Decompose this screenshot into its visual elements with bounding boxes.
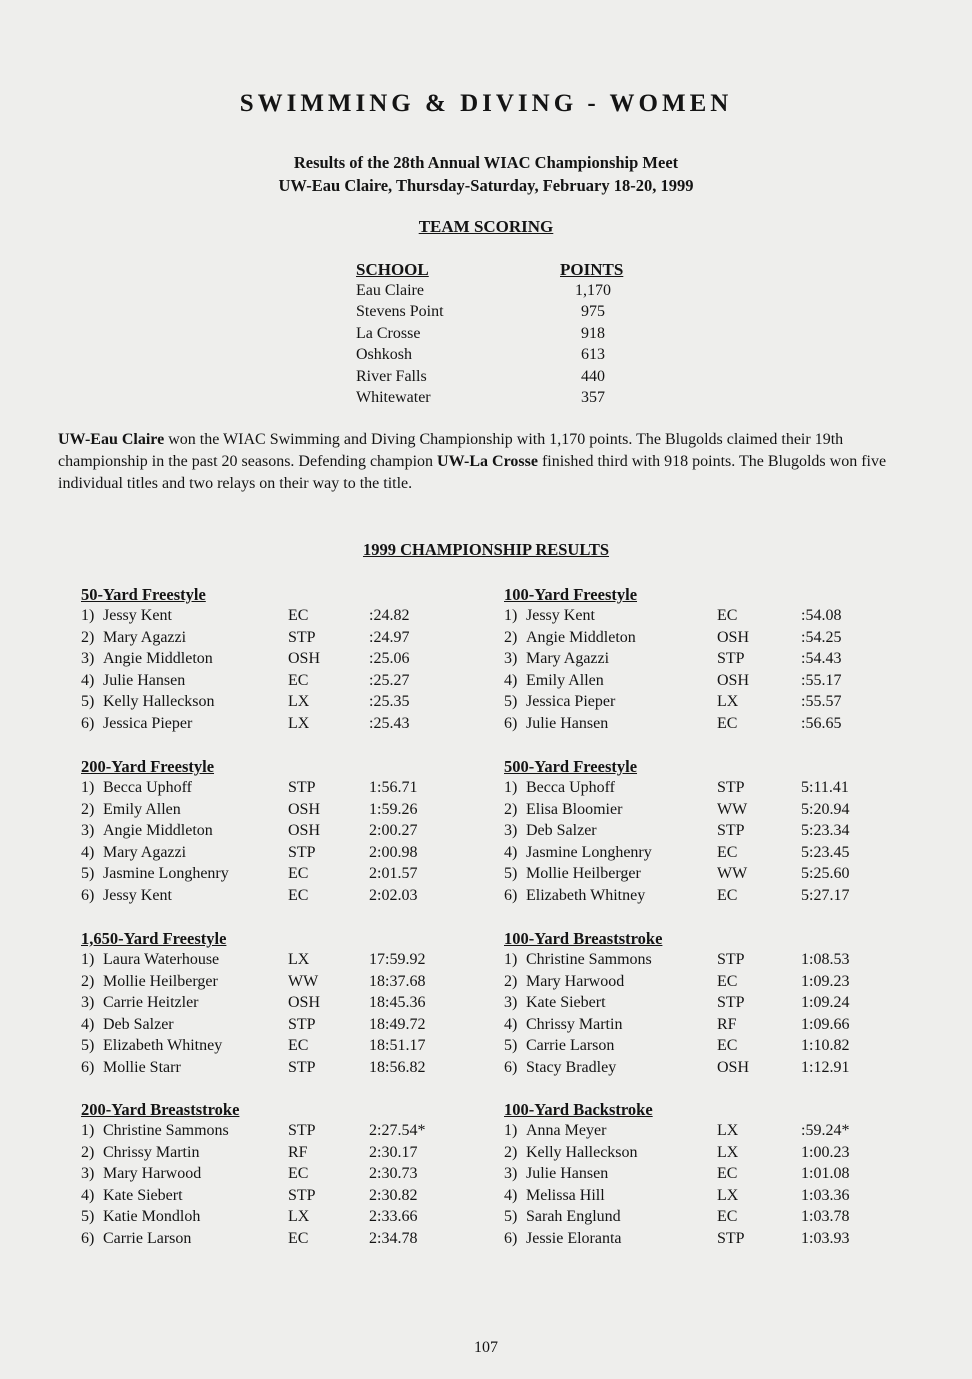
result-place: 2): [81, 1143, 95, 1161]
result-name: Jessy Kent: [103, 886, 172, 904]
result-name: Jessie Eloranta: [526, 1229, 622, 1247]
result-name: Julie Hansen: [526, 714, 609, 732]
result-row: [504, 627, 924, 649]
result-row: [81, 1142, 501, 1164]
result-row: [504, 820, 924, 842]
result-row: [504, 863, 924, 885]
event-block: [81, 757, 501, 907]
result-place: 1): [81, 1122, 95, 1139]
result-name: Carrie Larson: [526, 1037, 615, 1055]
result-place: 1): [504, 951, 518, 968]
result-name: Julie Hansen: [526, 1165, 609, 1183]
result-time: :56.65: [801, 714, 842, 732]
result-name: Kelly Halleckson: [103, 693, 215, 711]
summary-bold-2: UW-La Crosse: [437, 453, 538, 470]
result-name: Emily Allen: [526, 671, 604, 689]
result-name: Christine Sammons: [103, 1122, 229, 1139]
result-place: 4): [504, 671, 518, 689]
result-time: :25.43: [369, 714, 410, 732]
result-name: Mary Agazzi: [526, 650, 610, 668]
result-time: 5:11.41: [801, 779, 849, 796]
event-title: 500-Yard Freestyle: [504, 757, 638, 776]
team-school: Stevens Point: [356, 303, 444, 321]
result-row: [504, 1057, 924, 1079]
result-row: [504, 691, 924, 713]
result-school: EC: [717, 1165, 738, 1183]
result-row: [81, 842, 501, 864]
summary-bold-1: UW-Eau Claire: [58, 431, 165, 448]
result-school: WW: [717, 800, 748, 818]
result-time: 1:56.71: [369, 779, 418, 796]
result-place: 2): [504, 628, 518, 646]
result-row: [81, 971, 501, 993]
event-block: [504, 929, 924, 1079]
result-school: STP: [288, 1058, 316, 1076]
result-time: 1:10.82: [801, 1037, 850, 1055]
result-place: 3): [504, 1165, 518, 1183]
result-place: 5): [504, 865, 518, 883]
team-school: Eau Claire: [356, 282, 424, 299]
result-school: EC: [288, 886, 309, 904]
team-points: 975: [581, 303, 605, 321]
result-school: STP: [288, 779, 316, 796]
result-school: LX: [288, 714, 310, 732]
result-time: 18:51.17: [369, 1037, 426, 1055]
event-block: [504, 1100, 924, 1250]
result-name: Deb Salzer: [526, 822, 597, 840]
result-name: Elisa Bloomier: [526, 800, 623, 818]
result-place: 5): [504, 693, 518, 711]
result-name: Angie Middleton: [526, 628, 636, 646]
result-school: WW: [288, 972, 319, 990]
event-title: 100-Yard Breaststroke: [504, 929, 663, 948]
result-row: [504, 1228, 924, 1250]
result-name: Katie Mondloh: [103, 1208, 201, 1226]
result-school: EC: [717, 714, 738, 732]
result-school: RF: [717, 1015, 737, 1033]
result-time: 1:01.08: [801, 1165, 850, 1183]
page-title: SWIMMING & DIVING - WOMEN: [239, 90, 733, 117]
result-place: 4): [504, 1186, 518, 1204]
result-school: EC: [717, 1208, 738, 1226]
event-block: [81, 585, 501, 735]
result-time: 1:00.23: [801, 1143, 850, 1161]
team-points: 440: [581, 367, 605, 385]
result-time: 5:23.45: [801, 843, 850, 861]
result-school: LX: [717, 1122, 739, 1139]
result-name: Jasmine Longhenry: [103, 865, 229, 883]
result-time: :54.08: [801, 607, 842, 624]
result-school: OSH: [717, 628, 750, 646]
result-row: [81, 1014, 501, 1036]
result-time: 2:33.66: [369, 1208, 418, 1226]
result-name: Jessica Pieper: [526, 693, 616, 711]
result-name: Kate Siebert: [103, 1186, 183, 1204]
team-points: 918: [581, 324, 605, 342]
result-place: 1): [81, 779, 95, 796]
event-title: 100-Yard Backstroke: [504, 1100, 653, 1119]
result-school: EC: [288, 865, 309, 883]
team-points: 613: [581, 346, 605, 364]
result-place: 2): [81, 972, 95, 990]
result-time: 1:08.53: [801, 951, 850, 968]
result-place: 5): [81, 1208, 95, 1226]
result-name: Mollie Heilberger: [526, 865, 641, 883]
result-time: 1:09.24: [801, 994, 850, 1012]
result-name: Jessy Kent: [103, 607, 172, 624]
summary-text-1: won the WIAC Swimming and Diving Championship with 1,170 points. The Blugolds claimed their 19th championship in the past 20 seasons. Defending champion: [58, 431, 844, 470]
result-time: :54.43: [801, 650, 842, 668]
result-time: :55.17: [801, 671, 842, 689]
result-time: :54.25: [801, 628, 842, 646]
result-place: 5): [504, 1208, 518, 1226]
result-school: EC: [288, 607, 309, 624]
result-row: [81, 605, 501, 627]
team-scoring-heading: TEAM SCORING: [418, 217, 554, 236]
result-school: EC: [288, 671, 309, 689]
result-time: 2:01.57: [369, 865, 418, 883]
result-place: 4): [81, 671, 95, 689]
result-place: 6): [504, 1058, 518, 1076]
result-school: STP: [717, 822, 745, 840]
result-name: Jessica Pieper: [103, 714, 193, 732]
team-points: 1,170: [575, 282, 611, 299]
result-time: 1:03.36: [801, 1186, 850, 1204]
result-school: STP: [717, 1229, 745, 1247]
result-row: [504, 605, 924, 627]
result-name: Laura Waterhouse: [103, 951, 220, 968]
result-row: [504, 777, 924, 799]
result-place: 1): [81, 607, 95, 624]
result-school: EC: [717, 886, 738, 904]
points-column-header: POINTS: [560, 260, 624, 279]
event-title: 200-Yard Freestyle: [81, 757, 215, 776]
result-school: STP: [288, 843, 316, 861]
school-column-header: SCHOOL: [356, 260, 429, 279]
result-time: 1:12.91: [801, 1058, 850, 1076]
result-row: [504, 713, 924, 735]
result-school: STP: [717, 994, 745, 1012]
result-time: 2:27.54*: [369, 1122, 426, 1139]
result-name: Angie Middleton: [103, 822, 213, 840]
result-school: OSH: [717, 671, 750, 689]
team-school: La Crosse: [356, 324, 421, 342]
result-time: 18:49.72: [369, 1015, 426, 1033]
result-name: Mary Harwood: [526, 972, 625, 990]
result-name: Elizabeth Whitney: [103, 1037, 223, 1055]
results-heading: 1999 CHAMPIONSHIP RESULTS: [362, 540, 610, 559]
result-school: LX: [288, 1208, 310, 1226]
result-row: [81, 648, 501, 670]
result-school: EC: [717, 1037, 738, 1055]
result-school: EC: [288, 1165, 309, 1183]
result-row: [504, 1163, 924, 1185]
result-row: [504, 885, 924, 907]
result-place: 1): [81, 951, 95, 968]
result-time: :24.97: [369, 628, 410, 646]
event-block: [81, 1100, 501, 1250]
result-name: Jessy Kent: [526, 607, 595, 624]
result-time: 2:34.78: [369, 1229, 418, 1247]
result-row: [81, 863, 501, 885]
result-place: 2): [504, 1143, 518, 1161]
result-place: 4): [81, 843, 95, 861]
event-block: [504, 757, 924, 907]
result-name: Christine Sammons: [526, 951, 652, 968]
result-school: STP: [717, 650, 745, 668]
result-row: [504, 1185, 924, 1207]
result-time: 5:23.34: [801, 822, 850, 840]
result-row: [504, 949, 924, 971]
result-name: Mollie Starr: [103, 1058, 181, 1076]
result-place: 6): [504, 1229, 518, 1247]
result-name: Stacy Bradley: [526, 1058, 617, 1076]
result-name: Becca Uphoff: [103, 779, 192, 796]
result-name: Mary Agazzi: [103, 628, 187, 646]
team-points: 357: [581, 389, 605, 406]
event-title: 100-Yard Freestyle: [504, 585, 638, 604]
result-row: [81, 1163, 501, 1185]
event-title: 200-Yard Breaststroke: [81, 1100, 240, 1119]
result-name: Sarah Englund: [526, 1208, 621, 1226]
result-school: LX: [717, 1143, 739, 1161]
result-name: Melissa Hill: [526, 1186, 605, 1204]
result-row: [504, 799, 924, 821]
result-place: 4): [504, 843, 518, 861]
result-name: Elizabeth Whitney: [526, 886, 646, 904]
result-row: [81, 1120, 501, 1142]
result-row: [81, 1035, 501, 1057]
summary-text-2: finished third with 918 points. The Blugolds won five individual titles and two relays on their way to the title.: [58, 453, 887, 492]
result-time: 1:03.93: [801, 1229, 850, 1247]
result-school: STP: [288, 1015, 316, 1033]
result-school: OSH: [288, 650, 321, 668]
result-place: 6): [81, 886, 95, 904]
result-row: [81, 713, 501, 735]
result-name: Anna Meyer: [526, 1122, 607, 1139]
result-time: :59.24*: [801, 1122, 850, 1139]
result-time: 2:30.82: [369, 1186, 418, 1204]
result-place: 3): [81, 650, 95, 668]
result-place: 5): [81, 865, 95, 883]
result-name: Mary Harwood: [103, 1165, 202, 1183]
result-time: 2:30.73: [369, 1165, 418, 1183]
result-school: STP: [288, 1186, 316, 1204]
result-name: Emily Allen: [103, 800, 181, 818]
result-school: OSH: [288, 994, 321, 1012]
result-name: Kelly Halleckson: [526, 1143, 638, 1161]
result-place: 5): [81, 693, 95, 711]
result-time: 1:59.26: [369, 800, 418, 818]
result-time: :24.82: [369, 607, 410, 624]
result-name: Becca Uphoff: [526, 779, 615, 796]
team-school: River Falls: [356, 367, 427, 385]
result-school: LX: [288, 693, 310, 711]
result-name: Mollie Heilberger: [103, 972, 218, 990]
result-place: 5): [81, 1037, 95, 1055]
result-time: 5:27.17: [801, 886, 850, 904]
result-place: 4): [81, 1015, 95, 1033]
result-school: EC: [717, 843, 738, 861]
team-school: Whitewater: [356, 389, 431, 406]
result-row: [81, 1057, 501, 1079]
result-row: [504, 670, 924, 692]
result-time: :55.57: [801, 693, 842, 711]
result-school: STP: [717, 951, 745, 968]
result-row: [504, 1014, 924, 1036]
result-row: [504, 1142, 924, 1164]
result-row: [504, 1206, 924, 1228]
result-name: Chrissy Martin: [526, 1015, 623, 1033]
result-name: Carrie Heitzler: [103, 994, 199, 1012]
result-time: 5:25.60: [801, 865, 850, 883]
result-time: 1:09.66: [801, 1015, 850, 1033]
result-place: 1): [504, 1122, 518, 1139]
result-name: Deb Salzer: [103, 1015, 174, 1033]
result-row: [81, 777, 501, 799]
result-place: 1): [504, 779, 518, 796]
result-row: [81, 820, 501, 842]
result-place: 2): [504, 972, 518, 990]
result-place: 5): [504, 1037, 518, 1055]
result-time: 17:59.92: [369, 951, 426, 968]
result-name: Jasmine Longhenry: [526, 843, 652, 861]
result-place: 2): [81, 800, 95, 818]
result-time: :25.06: [369, 650, 410, 668]
result-row: [81, 1228, 501, 1250]
result-school: EC: [288, 1229, 309, 1247]
result-time: 18:37.68: [369, 972, 426, 990]
result-row: [81, 949, 501, 971]
result-place: 3): [504, 650, 518, 668]
result-name: Angie Middleton: [103, 650, 213, 668]
result-name: Julie Hansen: [103, 671, 186, 689]
result-row: [81, 670, 501, 692]
result-row: [81, 1185, 501, 1207]
result-school: STP: [288, 628, 316, 646]
result-time: 2:02.03: [369, 886, 418, 904]
result-school: OSH: [288, 822, 321, 840]
result-place: 3): [81, 994, 95, 1012]
event-block: [81, 929, 501, 1079]
result-time: 1:03.78: [801, 1208, 850, 1226]
result-school: STP: [717, 779, 745, 796]
result-time: 2:30.17: [369, 1143, 418, 1161]
result-time: 18:56.82: [369, 1058, 426, 1076]
result-school: EC: [717, 972, 738, 990]
result-row: [504, 648, 924, 670]
result-place: 3): [81, 1165, 95, 1183]
result-place: 4): [504, 1015, 518, 1033]
result-school: OSH: [717, 1058, 750, 1076]
result-row: [81, 691, 501, 713]
result-school: STP: [288, 1122, 316, 1139]
result-place: 4): [81, 1186, 95, 1204]
result-name: Chrissy Martin: [103, 1143, 200, 1161]
result-row: [81, 799, 501, 821]
result-school: EC: [288, 1037, 309, 1055]
event-title: 1,650-Yard Freestyle: [81, 929, 227, 948]
result-row: [504, 1120, 924, 1142]
result-place: 1): [504, 607, 518, 624]
result-row: [504, 992, 924, 1014]
result-time: 2:00.27: [369, 822, 418, 840]
result-name: Mary Agazzi: [103, 843, 187, 861]
result-time: :25.27: [369, 671, 410, 689]
result-time: 5:20.94: [801, 800, 850, 818]
result-school: WW: [717, 865, 748, 883]
result-time: :25.35: [369, 693, 410, 711]
result-name: Carrie Larson: [103, 1229, 192, 1247]
result-time: 1:09.23: [801, 972, 850, 990]
result-place: 3): [504, 822, 518, 840]
result-place: 2): [81, 628, 95, 646]
page-number: 107: [474, 1339, 498, 1356]
result-name: Kate Siebert: [526, 994, 606, 1012]
result-place: 6): [81, 1058, 95, 1076]
result-school: OSH: [288, 800, 321, 818]
result-school: EC: [717, 607, 738, 624]
summary-paragraph: [58, 429, 918, 495]
result-row: [504, 842, 924, 864]
result-row: [81, 1206, 501, 1228]
result-school: RF: [288, 1143, 308, 1161]
result-place: 6): [504, 714, 518, 732]
event-title: 50-Yard Freestyle: [81, 585, 206, 604]
result-row: [504, 1035, 924, 1057]
event-block: [504, 585, 924, 735]
result-place: 3): [81, 822, 95, 840]
result-row: [81, 627, 501, 649]
team-school: Oshkosh: [356, 346, 413, 364]
result-time: 18:45.36: [369, 994, 426, 1012]
result-time: 2:00.98: [369, 843, 418, 861]
result-school: LX: [288, 951, 310, 968]
result-row: [81, 885, 501, 907]
result-place: 2): [504, 800, 518, 818]
result-place: 6): [504, 886, 518, 904]
result-school: LX: [717, 1186, 739, 1204]
result-place: 6): [81, 1229, 95, 1247]
result-school: LX: [717, 693, 739, 711]
result-row: [504, 971, 924, 993]
meet-date-location: UW-Eau Claire, Thursday-Saturday, February 18-20, 1999: [278, 176, 694, 195]
result-place: 6): [81, 714, 95, 732]
result-row: [81, 992, 501, 1014]
result-place: 3): [504, 994, 518, 1012]
meet-subtitle: Results of the 28th Annual WIAC Championship Meet: [293, 153, 679, 172]
